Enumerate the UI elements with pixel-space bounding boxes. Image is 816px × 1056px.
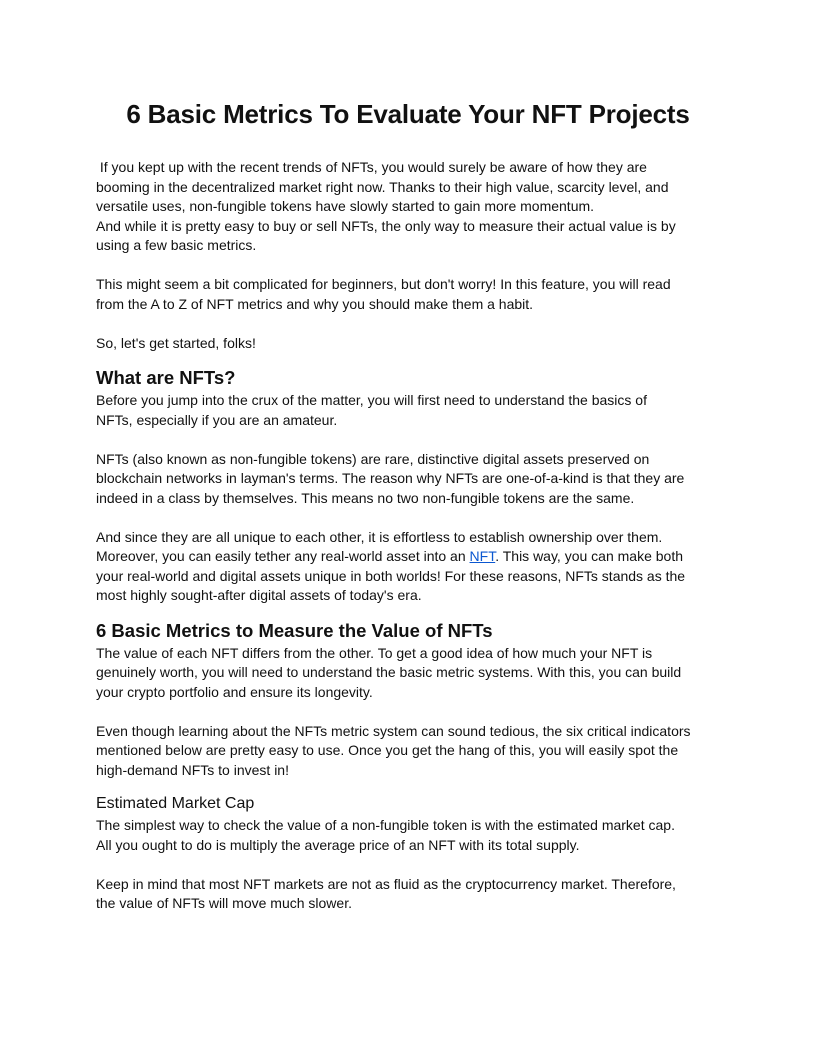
text-line: So, let's get started, folks! (96, 334, 256, 351)
document-page (96, 96, 720, 914)
basic-metrics-section (96, 644, 720, 781)
metrics-paragraph-1 (96, 644, 720, 703)
intro-section (96, 158, 720, 353)
text-line: Moreover, you can easily tether any real-world asset into an (96, 548, 470, 564)
text-line: the value of NFTs will move much slower. (96, 895, 352, 911)
text-line: NFTs (also known as non-fungible tokens) are rare, distinctive digital assets preserved on (96, 450, 650, 467)
paragraph-gap (96, 256, 720, 276)
document-title: 6 Basic Metrics To Evaluate Your NFT Projects (126, 99, 690, 129)
text-line: your crypto portfolio and ensure its longevity. (96, 683, 373, 700)
what-paragraph-1 (96, 391, 720, 430)
text-line: indeed in a class by themselves. This means no two non-fungible tokens are the same. (96, 489, 635, 506)
text-line: most highly sought-after digital assets of today's era. (96, 587, 422, 603)
what-paragraph-3 (96, 528, 720, 606)
text-line: Before you jump into the crux of the matter, you will first need to understand the basics of (96, 392, 647, 408)
estimated-market-cap-section (96, 816, 720, 914)
intro-paragraph-1 (96, 158, 720, 256)
paragraph-gap (96, 508, 720, 528)
text-line: high-demand NFTs to invest in! (96, 761, 289, 778)
text-line: NFTs, especially if you are an amateur. (96, 411, 338, 428)
text-line: from the A to Z of NFT metrics and why you should make them a habit. (96, 295, 534, 312)
text-line: All you ought to do is multiply the average price of an NFT with its total supply. (96, 836, 580, 853)
text-line: The value of each NFT differs from the other. To get a good idea of how much your NFT is (96, 644, 653, 661)
subheading-estimated-market-cap: Estimated Market Cap (96, 795, 255, 812)
text-line: booming in the decentralized market right now. Thanks to their high value, scarcity level, and (96, 178, 669, 195)
intro-paragraph-3 (96, 334, 720, 354)
paragraph-gap (96, 702, 720, 722)
intro-paragraph-2 (96, 275, 720, 314)
text-line: Keep in mind that most NFT markets are not as fluid as the cryptocurrency market. Therefore, (96, 875, 676, 892)
text-line: If you kept up with the recent trends of NFTs, you would surely be aware of how they are (96, 159, 647, 175)
nft-link[interactable]: NFT (469, 548, 496, 564)
cap-paragraph-1 (96, 816, 720, 855)
what-are-nfts-section (96, 391, 720, 606)
text-line: This might seem a bit complicated for beginners, but don't worry! In this feature, you will read (96, 276, 671, 292)
paragraph-gap (96, 314, 720, 334)
text-line: blockchain networks in layman's terms. The reason why NFTs are one-of-a-kind is that they are (96, 470, 685, 486)
text-line: . This way, you can make both (495, 548, 683, 564)
text-line: And since they are all unique to each other, it is effortless to establish ownership over them. (96, 528, 663, 545)
text-line: your real-world and digital assets unique in both worlds! For these reasons, NFTs stands as the (96, 567, 686, 584)
metrics-paragraph-2 (96, 722, 720, 781)
text-line: genuinely worth, you will need to understand the basic metric systems. With this, you can build (96, 664, 682, 680)
cap-paragraph-2 (96, 875, 720, 914)
text-line: And while it is pretty easy to buy or sell NFTs, the only way to measure their actual value is by (96, 217, 676, 234)
paragraph-gap (96, 855, 720, 875)
section-heading-what-are-nfts: What are NFTs? (96, 367, 236, 388)
text-line: The simplest way to check the value of a non-fungible token is with the estimated market cap. (96, 817, 675, 833)
paragraph-gap (96, 430, 720, 450)
text-line: mentioned below are pretty easy to use. Once you get the hang of this, you will easily spot the (96, 742, 679, 758)
section-heading-basic-metrics: 6 Basic Metrics to Measure the Value of NFTs (96, 619, 493, 641)
text-line: using a few basic metrics. (96, 237, 257, 253)
text-line: Even though learning about the NFTs metric system can sound tedious, the six critical indicators (96, 722, 691, 739)
what-paragraph-2 (96, 450, 720, 509)
text-line: versatile uses, non-fungible tokens have slowly started to gain more momentum. (96, 198, 595, 214)
